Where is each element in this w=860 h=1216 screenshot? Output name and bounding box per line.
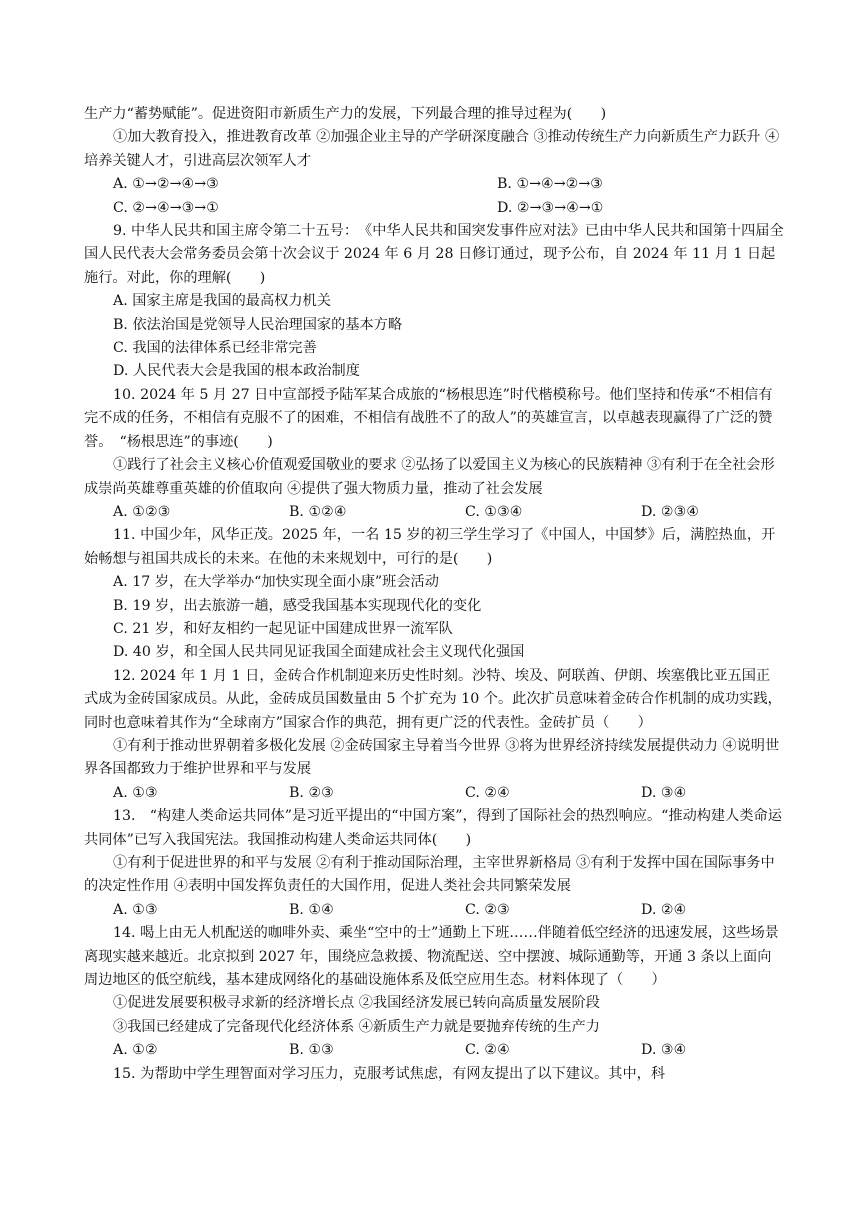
q9-option-d[interactable]: D. 人民代表大会是我国的根本政治制度: [113, 363, 360, 380]
q11-stem: 11. 中国少年，风华正茂。2025 年，一名 15 岁的初三学生学习了《中国人，中国梦》后，满腔热血，开始畅想与祖国共成长的未来。在他的未来规划中，可行的是( ): [84, 527, 776, 567]
exam-content: [84, 103, 784, 1086]
q14-option-c[interactable]: C. ②④: [465, 1042, 510, 1059]
q12-items: ①有利于推动世界朝着多极化发展 ②金砖国家主导着当今世界 ③将为世界经济持续发展提供动力 ④说明世界各国都致力于维护世界和平与发展: [84, 737, 780, 778]
q15-stem: 15. 为帮助中学生理智面对学习压力，克服考试焦虑，有网友提出了以下建议。其中，科: [113, 1065, 666, 1082]
q13-option-d[interactable]: D. ②④: [641, 901, 687, 918]
q11-option-b[interactable]: B. 19 岁，出去旅游一趟，感受我国基本实现现代化的变化: [113, 597, 482, 614]
q13-stem: 13. “构建人类命运共同体”是习近平提出的“中国方案”，得到了国际社会的热烈响应。“推动构建人类命运共同体”已写入我国宪法。我国推动构建人类命运共同体( ): [84, 808, 782, 848]
q9-option-b[interactable]: B. 依法治国是党领导人民治理国家的基本方略: [113, 316, 403, 333]
q14-items-line2: ③我国已经建成了完备现代化经济体系 ④新质生产力就是要抛弃传统的生产力: [113, 1018, 600, 1035]
q12-stem: 12. 2024 年 1 月 1 日，金砖合作机制迎来历史性时刻。沙特、埃及、阿联酋、伊朗、埃塞俄比亚五国正式成为金砖国家成员。从此，金砖成员国数量由 5 个扩充为 10 个。此次扩员意味着金砖合作机制的成功实践，同时也意味着其作为“全球南方”国家合作的典范，拥有更广泛的代表性。金砖扩员（ ）: [84, 667, 782, 731]
q10-items: ①践行了社会主义核心价值观爱国敬业的要求 ②弘扬了以爱国主义为核心的民族精神 ③有利于在全社会形成崇尚英雄尊重英雄的价值取向 ④提供了强大物质力量，推动了社会发展: [84, 457, 775, 497]
q10-option-b[interactable]: B. ①②④: [289, 503, 347, 520]
q8-option-a[interactable]: A. ①→②→④→③: [113, 176, 219, 193]
q9-option-c[interactable]: C. 我国的法律体系已经非常完善: [113, 340, 317, 357]
q10-option-a[interactable]: A. ①②③: [113, 503, 171, 520]
q13-option-b[interactable]: B. ①④: [289, 901, 334, 918]
q11-option-a[interactable]: A. 17 岁，在大学举办“加快实现全面小康”班会活动: [113, 574, 439, 591]
q13-options: [84, 899, 784, 922]
q14-option-b[interactable]: B. ①③: [289, 1042, 334, 1059]
q13-option-a[interactable]: A. ①③: [113, 901, 158, 918]
q14-option-a[interactable]: A. ①②: [113, 1042, 158, 1059]
q12-option-b[interactable]: B. ②③: [289, 784, 334, 801]
q14-option-d[interactable]: D. ③④: [641, 1042, 687, 1059]
q8-option-b[interactable]: B. ①→④→②→③: [497, 176, 603, 193]
q11-option-d[interactable]: D. 40 岁，和全国人民共同见证我国全面建成社会主义现代化强国: [113, 644, 525, 661]
q12-options: [84, 782, 784, 805]
q9-stem: 9. 中华人民共和国主席令第二十五号： 《中华人民共和国突发事件应对法》已由中华人民共和国第十四届全国人民代表大会常务委员会第十次会议于 2024 年 6 月 28 日修订通过，现予公布，自 2024 年 11 月 1 日起施行。对此，你的理解( ): [84, 223, 784, 286]
q10-option-c[interactable]: C. ①③④: [465, 503, 523, 520]
q14-stem: 14. 喝上由无人机配送的咖啡外卖、乘坐“空中的士”通勤上下班……伴随着低空经济的迅速发展，这些场景离现实越来越近。北京拟到 2027 年，围绕应急救援、物流配送、空中摆渡、城际通勤等，开通 3 条以上面向周边地区的低空航线，基本建成网络化的基础设施体系及低空应用生态。材料体现了（ ）: [84, 925, 779, 989]
q14-options: [84, 1039, 784, 1062]
q8-stem: 生产力“蓄势赋能”。促进资阳市新质生产力的发展，下列最合理的推导过程为( ): [84, 106, 607, 122]
q10-option-d[interactable]: D. ②③④: [641, 503, 700, 520]
q8-options: [84, 173, 784, 220]
q8-option-c[interactable]: C. ②→④→③→①: [113, 199, 219, 216]
q11-option-c[interactable]: C. 21 岁，和好友相约一起见证中国建成世界一流军队: [113, 620, 453, 637]
q8-option-d[interactable]: D. ②→③→④→①: [497, 199, 604, 216]
q12-option-d[interactable]: D. ③④: [641, 784, 687, 801]
q9-option-a[interactable]: A. 国家主席是我国的最高权力机关: [113, 293, 331, 310]
q14-items-line1: ①促进发展要积极寻求新的经济增长点 ②我国经济发展已转向高质量发展阶段: [113, 995, 600, 1012]
q13-option-c[interactable]: C. ②③: [465, 901, 510, 918]
q8-items: ①加大教育投入，推进教育改革 ②加强企业主导的产学研深度融合 ③推动传统生产力向新质生产力跃升 ④培养关键人才，引进高层次领军人才: [84, 129, 780, 169]
q10-options: [84, 501, 784, 524]
q10-stem: 10. 2024 年 5 月 27 日中宣部授予陆军某合成旅的“杨根思连”时代楷模称号。他们坚持和传承“不相信有完不成的任务，不相信有克服不了的困难，不相信有战胜不了的敌人”的英雄宣言，以卓越表现赢得了广泛的赞誉。 “杨根思连”的事迹( ): [84, 386, 773, 450]
q12-option-a[interactable]: A. ①③: [113, 784, 158, 801]
q12-option-c[interactable]: C. ②④: [465, 784, 510, 801]
q13-items: ①有利于促进世界的和平与发展 ②有利于推动国际治理，主宰世界新格局 ③有利于发挥中国在国际事务中的决定性作用 ④表明中国发挥负责任的大国作用，促进人类社会共同繁荣发展: [84, 855, 775, 895]
